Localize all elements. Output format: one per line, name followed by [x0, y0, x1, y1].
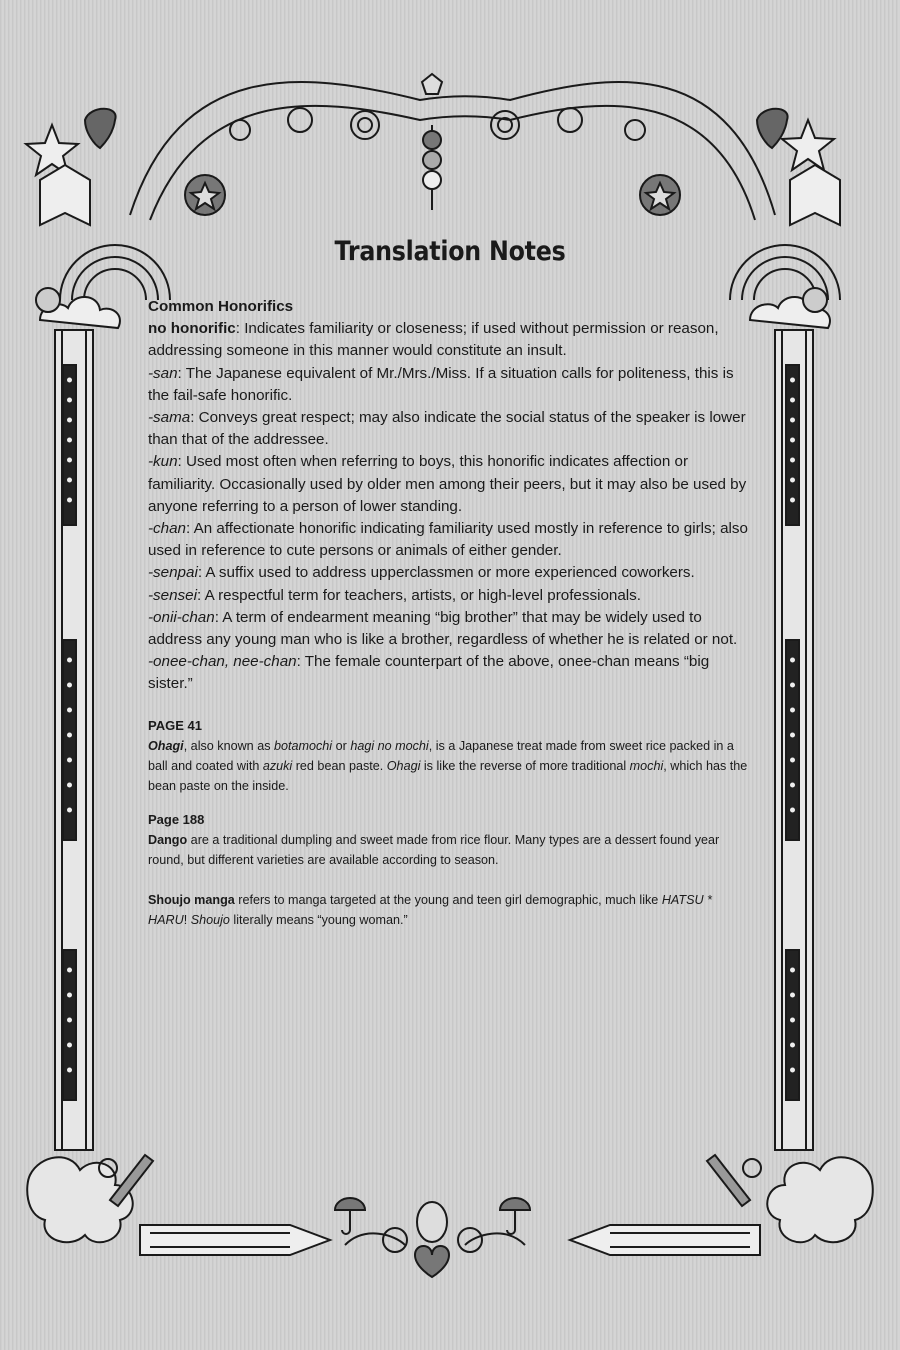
text: literally means “young woman.”: [229, 912, 408, 927]
term: Ohagi: [386, 758, 421, 773]
term: mochi: [629, 758, 664, 773]
pencil-icon: [140, 1225, 760, 1255]
section-heading: Common Honorifics: [148, 298, 294, 315]
term: -san: [148, 364, 178, 382]
honorific-entry: [148, 363, 748, 407]
honorifics-section: [148, 296, 748, 696]
note-paragraph: [148, 736, 748, 796]
page188-section: [148, 810, 748, 930]
text: is like the reverse of more traditional: [420, 758, 630, 773]
section-heading: PAGE 41: [148, 717, 202, 733]
term: Ohagi: [148, 738, 184, 753]
definition: : An affectionate honorific indicating familiarity used mostly in reference to girls; also used in reference to cute persons or animals of either gender.: [148, 520, 748, 560]
term: botamochi: [274, 738, 333, 753]
term: -sama: [148, 409, 191, 427]
definition: : The female counterpart of the above, onee-chan means “big sister.”: [148, 653, 710, 693]
honorific-entry: [148, 651, 748, 695]
honorific-entry: [148, 407, 748, 451]
term: -kun: [148, 453, 178, 471]
term: -onii-chan: [148, 608, 215, 626]
honorific-entry: [148, 518, 748, 562]
bottom-center-ornament: [345, 1202, 525, 1277]
honorific-entry: [148, 318, 748, 362]
honorific-entry: [148, 562, 748, 584]
term: Shoujo: [190, 912, 230, 927]
term: hagi no mochi: [350, 738, 429, 753]
dango-skewer-icon: [422, 74, 442, 210]
term: Shoujo manga: [148, 892, 235, 907]
definition: : A respectful term for teachers, artists, or high-level professionals.: [196, 586, 641, 604]
term: -onee-chan, nee-chan: [148, 653, 297, 671]
text: or: [332, 738, 351, 753]
text: !: [183, 912, 191, 927]
honorific-entry: [148, 607, 748, 651]
right-pillar: [775, 330, 813, 1150]
term: Dango: [148, 832, 188, 847]
term: no honorific: [148, 320, 236, 338]
honorific-entry: [148, 585, 748, 607]
definition: : A term of endearment meaning “big brother” that may be widely used to address any young man who is like a brother, regardless of whether he is related or not.: [148, 608, 738, 649]
definition: : Indicates familiarity or closeness; if used without permission or reason, addressing someone in this manner would constitute an insult.: [148, 320, 719, 360]
text: are a traditional dumpling and sweet made from rice flour. Many types are a dessert found year round, but different varieties are available according to season.: [148, 832, 720, 867]
notes-body: [148, 296, 748, 930]
term: -chan: [148, 520, 186, 538]
title-reference: HATSU * HARU: [148, 892, 712, 927]
term: azuki: [262, 758, 293, 773]
note-paragraph: [148, 830, 748, 870]
text: refers to manga targeted at the young and teen girl demographic, much like: [234, 892, 662, 907]
definition: : Conveys great respect; may also indicate the social status of the speaker is lower than that of the addressee.: [148, 409, 746, 449]
text: , is a Japanese treat made from sweet rice packed in a ball and coated with: [148, 738, 734, 773]
text: , which has the bean paste on the inside.: [148, 758, 748, 793]
definition: : A suffix used to address upperclassmen or more experienced coworkers.: [197, 564, 695, 582]
note-paragraph: [148, 890, 748, 930]
section-heading: Page 188: [148, 811, 205, 827]
honorific-entry: [148, 451, 748, 518]
left-pillar: [55, 330, 93, 1150]
definition: : Used most often when referring to boys, this honorific indicates affection or familiarity. Occasionally used by older men among their peers, but it may also be used by anyone referring to a person of lower standing.: [148, 453, 747, 515]
term: -sensei: [148, 586, 197, 604]
text: , also known as: [183, 738, 274, 753]
term: -senpai: [148, 564, 198, 582]
text: red bean paste.: [292, 758, 387, 773]
definition: : The Japanese equivalent of Mr./Mrs./Miss. If a situation calls for politeness, this is the fail-safe honorific.: [148, 364, 734, 404]
page41-section: [148, 716, 748, 796]
page-title: Translation Notes: [334, 236, 566, 267]
